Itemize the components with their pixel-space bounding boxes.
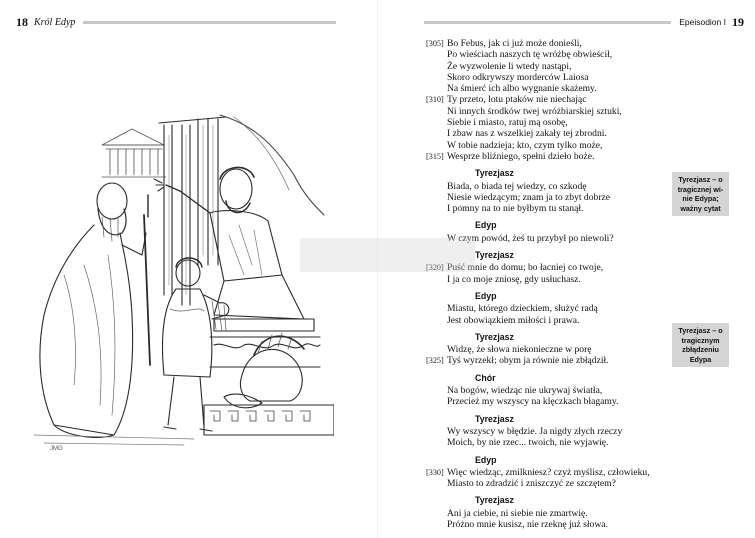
verse-line (426, 437, 666, 448)
speaker-name: Chór (475, 372, 496, 383)
verse-line (426, 315, 666, 326)
verse-text: Więc wiedząc, zmilkniesz? czyż myślisz, człowieku, (447, 466, 650, 478)
verse-text: Próżno mnie kusisz, nie rzeknę już słowa. (447, 518, 608, 530)
verse-text: Że wyzwolenie li wtedy nastąpi, (447, 60, 572, 72)
header-rule (83, 21, 336, 24)
verse-line (426, 467, 666, 478)
verse-text: Wy wszyscy w błędzie. Ja nigdy złych rzeczy (447, 425, 623, 437)
illustration-oedipus-tiresias (14, 105, 334, 465)
verse-line (426, 192, 666, 203)
line-number: [305] (426, 39, 444, 48)
watermark (300, 238, 475, 272)
verse-text: Puść mnie do domu; bo łacniej co twoje, (447, 262, 604, 274)
verse-text: Niesie wiedzącym; znam ja to zbyt dobrze (447, 191, 611, 203)
verse-text: Moich, by nie rzec... twoich, nie wyjawię. (447, 437, 609, 449)
verse-text: Siebie i miasto, ratuj mą osobę, (447, 117, 568, 129)
right-running-title: Epeisodion I (679, 17, 726, 27)
verse-text: Miasto to zdradzić i zniszczyć ze szczętem? (447, 478, 616, 490)
helmet-drawing (224, 333, 304, 408)
tiresias-figure (40, 183, 150, 437)
right-page-header (424, 14, 744, 30)
left-page-header (16, 14, 336, 30)
verse-line (426, 355, 666, 366)
verse-line (426, 478, 666, 489)
right-page-number: 19 (732, 14, 744, 29)
speaker-name: Tyrezjasz (475, 495, 514, 506)
speaker-name: Tyrezjasz (475, 168, 514, 179)
speaker-name: Edyp (475, 220, 497, 231)
verse-line (426, 72, 666, 83)
verse-line (426, 117, 666, 128)
temple-drawing (102, 129, 166, 177)
verse-line (426, 83, 666, 94)
line-number: [325] (426, 356, 444, 366)
speaker-name: Tyrezjasz (475, 413, 514, 424)
verse-text: I ja co moje zniosę, gdy usłuchasz. (447, 273, 581, 285)
verse-text: Miastu, którego dzieckiem, służyć radą (447, 303, 598, 315)
speaker-name: Edyp (475, 454, 497, 465)
verse-text: Widzę, że słowa niekonieczne w porę (447, 344, 592, 356)
verse-line (426, 303, 666, 314)
verse-line (426, 128, 666, 139)
verse-line (426, 274, 666, 285)
left-page-number: 18 (16, 14, 28, 29)
verse-line (426, 49, 666, 60)
left-running-title: Król Edyp (34, 16, 76, 28)
line-number: [310] (426, 95, 444, 105)
verse-text: Przecież my wszyscy na klęczkach błagamy. (447, 396, 619, 408)
verse-line (426, 61, 666, 72)
margin-note-tragic-guilt: Tyrezjasz – o tragicznej wi-nie Edypa; ważny cytat (672, 172, 729, 216)
verse-text: Ty przeto, lotu ptaków nie niechając (447, 94, 587, 106)
verse-text: Ni innych środków twej wróżbiarskiej sztuki, (447, 105, 622, 117)
verse-text: W tobie nadzieja; kto, czym tylko może, (447, 139, 603, 151)
verse-text: Tyś wyrzekł; obym ja równie nie zbłądził. (447, 355, 609, 367)
throne-drawing (204, 319, 334, 435)
verse-line (426, 181, 666, 192)
speaker-name: Edyp (475, 290, 497, 301)
verse-text: Skoro odkrywszy morderców Laiosa (447, 71, 589, 83)
speaker-name: Tyrezjasz (475, 250, 514, 261)
verse-text: Bo Febus, jak ci już może donieśli, (447, 38, 582, 49)
verse-line (426, 203, 666, 214)
line-number: [315] (426, 151, 444, 161)
verse-line (426, 151, 666, 162)
verse-line (426, 426, 666, 437)
verse-line (426, 106, 666, 117)
verse-text: Na śmierć ich albo wygnanie skażemy. (447, 83, 597, 95)
verse-line (426, 519, 666, 530)
verse-text: Biada, o biada tej wiedzy, co szkodę (447, 180, 587, 192)
verse-text: Wesprze bliźniego, spełni dzieło boże. (447, 150, 595, 162)
verse-text: Po wieściach naszych tę wróżbę obwieścił, (447, 49, 613, 61)
verse-line (426, 385, 666, 396)
verse-line (426, 140, 666, 151)
verse-text: Jest obowiązkiem miłości i prawa. (447, 314, 580, 326)
verse-text: Ani ja ciebie, ni siebie nie zmartwię. (447, 507, 588, 519)
verse-line (426, 396, 666, 407)
verse-text: Na bogów, wiedząc nie ukrywaj światła, (447, 385, 603, 397)
verse-text: I pomny na to nie byłbym tu stanął. (447, 203, 584, 215)
verse-line (426, 94, 666, 105)
header-rule (424, 21, 671, 24)
verse-line (426, 508, 666, 519)
verse-line (426, 344, 666, 355)
line-number: [330] (426, 467, 444, 477)
line-number: [320] (426, 263, 444, 273)
drama-text (426, 38, 666, 530)
margin-note-tragic-error: Tyrezjasz – o tragicznym zbłądzeniu Edypa (672, 323, 729, 367)
oedipus-figure (154, 167, 304, 319)
speaker-name: Tyrezjasz (475, 331, 514, 342)
verse-text: I zbaw nas z wszelkiej zakały tej zbrodni. (447, 128, 607, 140)
verse-line (426, 38, 666, 49)
verse-text: W czym powód, żeś tu przybył po niewoli? (447, 232, 614, 244)
illustration-signature: JMG (50, 446, 63, 452)
